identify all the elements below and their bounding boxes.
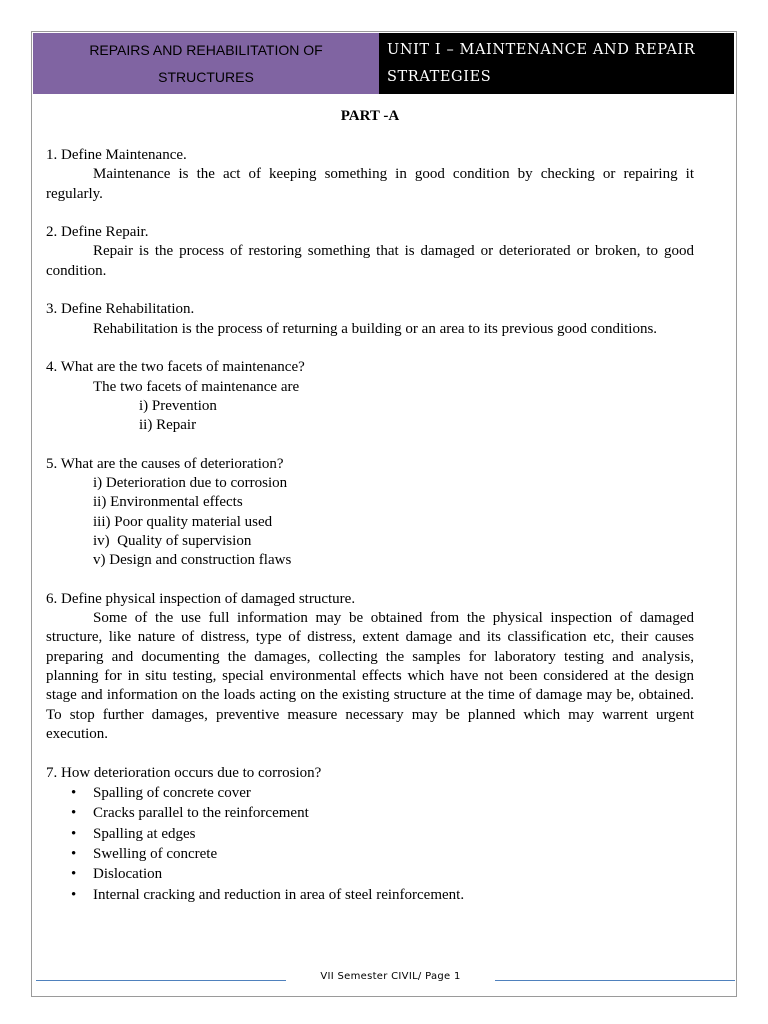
question-7 bbox=[46, 764, 694, 906]
footer-divider-left bbox=[36, 980, 286, 981]
document-body bbox=[46, 107, 694, 905]
question-2 bbox=[46, 223, 694, 281]
question-title: 4. What are the two facets of maintenance? bbox=[46, 359, 305, 376]
subject-title-line1: REPAIRS AND REHABILITATION OF bbox=[89, 42, 323, 58]
page-footer: VII Semester CIVIL/ Page 1 bbox=[320, 971, 461, 982]
question-3 bbox=[46, 300, 694, 339]
list-item: iii) Poor quality material used bbox=[93, 513, 273, 530]
part-title: PART -A bbox=[340, 108, 400, 124]
list-item: v) Design and construction flaws bbox=[93, 552, 292, 569]
list-item: ii) Repair bbox=[139, 417, 197, 434]
question-title: 6. Define physical inspection of damaged structure. bbox=[46, 590, 356, 607]
unit-title-line1: UNIT I – MAINTENANCE AND REPAIR bbox=[387, 42, 696, 58]
question-5 bbox=[46, 455, 694, 571]
list-item: • Internal cracking and reduction in area of steel reinforcement. bbox=[46, 885, 694, 905]
list-item: ii) Environmental effects bbox=[93, 494, 243, 511]
answer-text: Some of the use full information may be obtained from the physical inspection of damaged structure, like nature of distress, type of distress, extent damage and its classification etc, their causes preparing and documenting the damages, collecting the samples for laboratory testing and analysis, planning for in situ testing, special environmental effects which have not been considered at the design stage and information on the loads acting on the existing structure at the time of damage may be, obtained. To stop further damages, preventive measure necessary may be planned which may warrent urgent execution. bbox=[46, 610, 694, 742]
list-item: • Spalling at edges bbox=[46, 824, 694, 844]
question-1 bbox=[46, 146, 694, 204]
list-item: • Swelling of concrete bbox=[46, 844, 694, 864]
list-item: • Dislocation bbox=[46, 864, 694, 884]
question-title: 2. Define Repair. bbox=[46, 224, 149, 241]
unit-title-line2: STRATEGIES bbox=[387, 69, 492, 85]
question-title: 1. Define Maintenance. bbox=[46, 147, 187, 163]
subject-header bbox=[33, 33, 379, 94]
answer-text: Repair is the process of restoring something that is damaged or deteriorated or broken, to good condition. bbox=[46, 243, 694, 279]
question-title: 5. What are the causes of deterioration? bbox=[46, 455, 284, 472]
answer-text: Maintenance is the act of keeping something in good condition by checking or repairing it regularly. bbox=[46, 166, 694, 202]
list-item: iv) Quality of supervision bbox=[93, 532, 252, 549]
list-item: i) Prevention bbox=[139, 397, 217, 414]
answer-text: Rehabilitation is the process of returning a building or an area to its previous good conditions. bbox=[93, 320, 658, 337]
question-title: 3. Define Rehabilitation. bbox=[46, 301, 195, 318]
list-item: i) Deterioration due to corrosion bbox=[93, 475, 288, 492]
question-title: 7. How deterioration occurs due to corrosion? bbox=[46, 764, 322, 781]
footer-divider-right bbox=[495, 980, 735, 981]
question-4 bbox=[46, 358, 694, 435]
bullet-list bbox=[46, 783, 694, 905]
subject-title-line2: STRUCTURES bbox=[158, 69, 254, 85]
list-item: • Spalling of concrete cover bbox=[46, 783, 694, 803]
question-6 bbox=[46, 590, 694, 744]
list-item: • Cracks parallel to the reinforcement bbox=[46, 803, 694, 823]
unit-header bbox=[379, 33, 734, 94]
answer-intro: The two facets of maintenance are bbox=[93, 378, 300, 395]
